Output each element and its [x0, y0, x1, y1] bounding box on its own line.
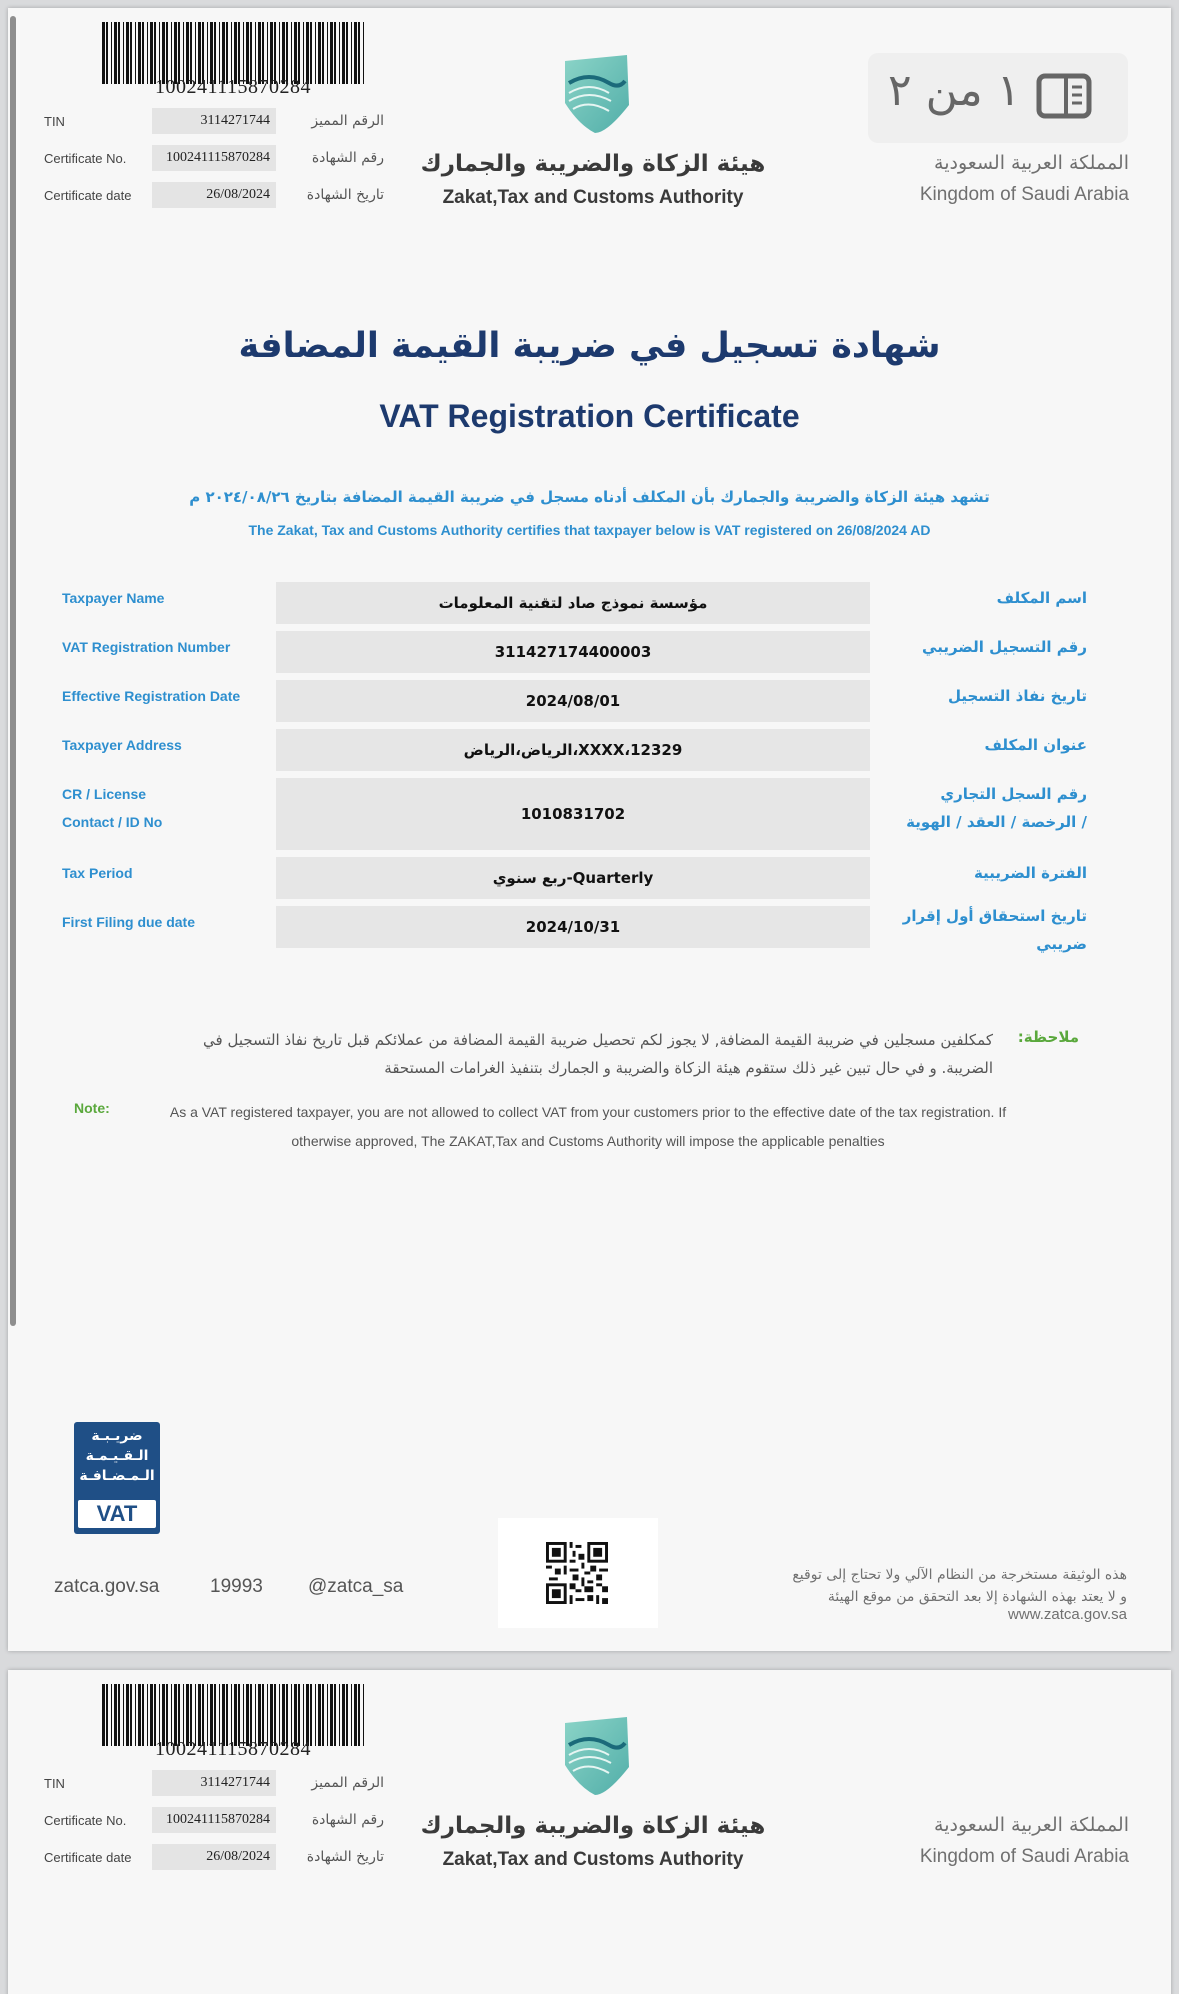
barcode-bar — [195, 1684, 196, 1746]
certificate-date-row — [44, 1844, 384, 1872]
barcode-bar — [250, 1684, 252, 1746]
barcode — [94, 22, 372, 98]
tin-value: 3114271744 — [200, 1775, 270, 1790]
barcode-bar — [190, 1684, 192, 1746]
field-label-ar-line2: ضريبي — [1036, 935, 1087, 953]
barcode-bar — [231, 1684, 232, 1746]
barcode-bar — [238, 22, 240, 84]
field-first-filing-due-date — [8, 906, 1171, 966]
barcode-bar — [334, 22, 336, 84]
zatca-emblem-icon — [559, 53, 633, 135]
barcode-bar — [186, 22, 189, 84]
barcode-bar — [118, 1684, 120, 1746]
certificate-no-label-ar: رقم الشهادة — [311, 150, 384, 166]
zatca-emblem-icon — [559, 1715, 633, 1797]
zatca-logo — [413, 1715, 773, 1885]
reader-mode-icon[interactable] — [1036, 73, 1092, 119]
barcode-bars — [102, 1684, 364, 1746]
barcode-bar — [315, 22, 316, 84]
barcode-bar — [171, 1684, 172, 1746]
barcode-bar — [243, 1684, 244, 1746]
barcode-bar — [346, 22, 348, 84]
barcode-bar — [351, 22, 352, 84]
disclaimer-line2: و لا يعتد بهذه الشهادة إلا بعد التحقق من موقع الهيئة — [827, 1589, 1127, 1605]
barcode-bar — [219, 22, 220, 84]
barcode-number: 100241115870284 — [154, 76, 311, 98]
barcode-bar — [222, 1684, 225, 1746]
barcode-bar — [106, 1684, 108, 1746]
barcode-bar — [202, 1684, 204, 1746]
certificate-no-label: Certificate No. — [44, 1813, 127, 1828]
barcode-bar — [126, 22, 129, 84]
barcode-bar — [111, 1684, 112, 1746]
certificate-date-label-ar: تاريخ الشهادة — [306, 187, 384, 203]
barcode-bar — [310, 22, 312, 84]
barcode-bar — [306, 22, 309, 84]
note-label-en: Note: — [74, 1100, 110, 1116]
barcode-bar — [231, 22, 232, 84]
barcode-bar — [339, 22, 340, 84]
barcode-bar — [246, 22, 249, 84]
barcode-bar — [363, 1684, 364, 1746]
certificate-date-value-box — [152, 1844, 276, 1870]
field-label-ar: رقم التسجيل الضريبي — [922, 638, 1087, 656]
field-value: 311427174400003 — [276, 631, 870, 673]
field-label-ar: اسم المكلف — [996, 589, 1087, 607]
barcode — [94, 1684, 372, 1760]
barcode-bar — [138, 1684, 141, 1746]
field-cr-license — [8, 778, 1171, 850]
certificate-no-value: 100241115870284 — [166, 150, 270, 165]
authority-name-ar: هيئة الزكاة والضريبة والجمارك — [420, 151, 766, 177]
certificate-date-value: 26/08/2024 — [206, 1849, 270, 1864]
barcode-bar — [358, 22, 360, 84]
barcode-bar — [306, 1684, 309, 1746]
barcode-bar — [207, 22, 208, 84]
barcode-bar — [234, 22, 237, 84]
barcode-bar — [111, 22, 112, 84]
barcode-bar — [207, 1684, 208, 1746]
barcode-bar — [159, 22, 160, 84]
barcode-bar — [346, 1684, 348, 1746]
field-value: الرياض،الرياض،XXXX،12329 — [276, 729, 870, 771]
barcode-bar — [219, 1684, 220, 1746]
barcode-bar — [327, 1684, 328, 1746]
barcode-bar — [303, 22, 304, 84]
barcode-bar — [195, 22, 196, 84]
barcode-bar — [291, 1684, 292, 1746]
barcode-bar — [123, 22, 124, 84]
barcode-bar — [135, 1684, 136, 1746]
barcode-bar — [291, 22, 292, 84]
barcode-bar — [174, 22, 177, 84]
barcode-bar — [294, 22, 297, 84]
field-label-en: Taxpayer Name — [62, 590, 165, 606]
barcode-bar — [243, 22, 244, 84]
footer-social[interactable]: @zatca_sa — [308, 1576, 404, 1597]
barcode-bar — [147, 1684, 148, 1746]
barcode-bar — [183, 22, 184, 84]
barcode-bar — [258, 22, 261, 84]
vat-logo-ar — [74, 1426, 160, 1486]
tin-label-ar: الرقم المميز — [311, 1775, 384, 1791]
barcode-bar — [102, 22, 105, 84]
note-text-en: As a VAT registered taxpayer, you are not allowed to collect VAT from your customers prior to the effective date of the tax registration. If otherwise approved, The ZAKAT,Tax and Customs Authority will impose the applicable penalties — [169, 1104, 1007, 1149]
field-label-en: Tax Period — [62, 865, 133, 881]
field-label-ar: الفترة الضريبية — [974, 864, 1087, 882]
barcode-bar — [315, 1684, 316, 1746]
certificate-date-value-box — [152, 182, 276, 208]
barcode-bar — [274, 22, 276, 84]
kingdom-name-ar: المملكة العربية السعودية — [934, 152, 1129, 174]
barcode-bar — [114, 22, 117, 84]
barcode-bar — [159, 1684, 160, 1746]
barcode-bar — [142, 1684, 144, 1746]
barcode-bar — [154, 22, 156, 84]
certificate-date-row — [44, 182, 384, 210]
disclaimer-line1: هذه الوثيقة مستخرجة من النظام الآلي ولا تحتاج إلى توقيع — [792, 1567, 1127, 1583]
barcode-bar — [198, 22, 201, 84]
barcode-bar — [154, 1684, 156, 1746]
barcode-bar — [114, 1684, 117, 1746]
tin-label-ar: الرقم المميز — [311, 113, 384, 129]
barcode-bar — [334, 1684, 336, 1746]
barcode-bar — [138, 22, 141, 84]
barcode-bar — [162, 22, 165, 84]
field-label-en-line1: CR / License — [62, 786, 147, 802]
field-label-en: Taxpayer Address — [62, 737, 182, 753]
barcode-bar — [142, 22, 144, 84]
barcode-bar — [130, 1684, 132, 1746]
barcode-bar — [135, 22, 136, 84]
field-taxpayer-address — [8, 729, 1171, 771]
qr-code — [498, 1518, 658, 1628]
certification-statement-ar: تشهد هيئة الزكاة والضريبة والجمارك بأن المكلف أدناه مسجل في ضريبة القيمة المضافة بتاريخ ٢٠٢٤/٠٨/٢٦ م — [189, 488, 990, 506]
barcode-bars — [102, 22, 364, 84]
barcode-bar — [351, 1684, 352, 1746]
field-taxpayer-name — [8, 582, 1171, 624]
field-label-ar: عنوان المكلف — [984, 736, 1087, 754]
barcode-bar — [102, 1684, 105, 1746]
barcode-bar — [358, 1684, 360, 1746]
zatca-logo — [413, 53, 773, 223]
vat-logo-en: VAT — [78, 1500, 156, 1528]
barcode-bar — [198, 1684, 201, 1746]
field-label-en: Effective Registration Date — [62, 688, 241, 704]
tin-label: TIN — [44, 1776, 65, 1791]
barcode-number: 100241115870284 — [154, 1738, 311, 1760]
certification-statement-en: The Zakat, Tax and Customs Authority certifies that taxpayer below is VAT registered on 26/08/2024 AD — [248, 522, 931, 538]
field-label-en: VAT Registration Number — [62, 639, 231, 655]
note-label-ar: ملاحظة: — [1017, 1028, 1079, 1046]
page-indicator[interactable] — [868, 53, 1128, 143]
field-tax-period — [8, 857, 1171, 899]
certificate-page-1 — [8, 8, 1171, 1651]
tin-value-box — [152, 1770, 276, 1796]
barcode-bar — [234, 1684, 237, 1746]
certificate-page-2 — [8, 1670, 1171, 1994]
barcode-bar — [214, 22, 216, 84]
barcode-bar — [270, 1684, 273, 1746]
barcode-bar — [150, 1684, 153, 1746]
barcode-bar — [318, 22, 321, 84]
field-value: 2024/10/31 — [276, 906, 870, 948]
page-title-en: VAT Registration Certificate — [379, 398, 800, 434]
field-value: ربع سنوي-Quarterly — [276, 857, 870, 899]
barcode-bar — [286, 22, 288, 84]
vat-logo-ar-line2: الـقـيـمـة — [85, 1448, 149, 1464]
barcode-bar — [310, 1684, 312, 1746]
certificate-no-label-ar: رقم الشهادة — [311, 1812, 384, 1828]
barcode-bar — [226, 1684, 228, 1746]
page-title-ar: شهادة تسجيل في ضريبة القيمة المضافة — [238, 326, 941, 366]
barcode-bar — [322, 1684, 324, 1746]
authority-name-ar: هيئة الزكاة والضريبة والجمارك — [420, 1813, 766, 1839]
barcode-bar — [190, 22, 192, 84]
barcode-bar — [174, 1684, 177, 1746]
barcode-bar — [339, 1684, 340, 1746]
barcode-bar — [255, 22, 256, 84]
field-value: مؤسسة نموذج صاد لتقنية المعلومات — [276, 582, 870, 624]
barcode-bar — [262, 1684, 264, 1746]
certificate-no-row — [44, 145, 384, 173]
barcode-bar — [214, 1684, 216, 1746]
kingdom-name-en: Kingdom of Saudi Arabia — [919, 1846, 1129, 1867]
field-value: 2024/08/01 — [276, 680, 870, 722]
barcode-bar — [318, 1684, 321, 1746]
field-vat-registration-number — [8, 631, 1171, 673]
certificate-no-value-box — [152, 1807, 276, 1833]
barcode-bar — [342, 1684, 345, 1746]
barcode-bar — [274, 1684, 276, 1746]
barcode-bar — [363, 22, 364, 84]
vat-logo-ar-line3: الـمـضـافـة — [79, 1468, 155, 1484]
barcode-bar — [250, 22, 252, 84]
barcode-bar — [294, 1684, 297, 1746]
barcode-bar — [354, 22, 357, 84]
barcode-bar — [279, 22, 280, 84]
tin-label: TIN — [44, 114, 65, 129]
barcode-bar — [162, 1684, 165, 1746]
barcode-bar — [178, 22, 180, 84]
authority-name-en: Zakat,Tax and Customs Authority — [442, 1849, 744, 1870]
footer-website[interactable]: zatca.gov.sa — [54, 1576, 160, 1597]
barcode-bar — [322, 22, 324, 84]
barcode-bar — [354, 1684, 357, 1746]
barcode-bar — [130, 22, 132, 84]
tin-value: 3114271744 — [200, 113, 270, 128]
barcode-bar — [123, 1684, 124, 1746]
barcode-bar — [147, 22, 148, 84]
certificate-no-row — [44, 1807, 384, 1835]
certificate-no-value-box — [152, 145, 276, 171]
field-value: 1010831702 — [276, 778, 870, 850]
barcode-bar — [298, 22, 300, 84]
barcode-bar — [126, 1684, 129, 1746]
barcode-bar — [286, 1684, 288, 1746]
tin-row — [44, 108, 384, 136]
certificate-no-value: 100241115870284 — [166, 1812, 270, 1827]
barcode-bar — [303, 1684, 304, 1746]
barcode-bar — [270, 22, 273, 84]
certificate-date-label: Certificate date — [44, 188, 132, 203]
tin-row — [44, 1770, 384, 1798]
field-label-ar-line2: / الرخصة / العقد / الهوية — [906, 813, 1087, 831]
barcode-bar — [118, 22, 120, 84]
vat-logo — [74, 1422, 160, 1534]
barcode-bar — [279, 1684, 280, 1746]
disclaimer-url[interactable]: www.zatca.gov.sa — [1008, 1606, 1127, 1623]
barcode-bar — [282, 22, 285, 84]
barcode-bar — [330, 22, 333, 84]
note-text-ar: كمكلفين مسجلين في ضريبة القيمة المضافة, لا يجوز لكم تحصيل ضريبة القيمة المضافة من عملائكم قبل تاريخ نفاذ التسجيل في الضريبة. و في حال تبين غير ذلك ستقوم هيئة الزكاة والضريبة و الجمارك بتنفيذ الغرامات المستحقة — [203, 1031, 993, 1077]
barcode-bar — [267, 1684, 268, 1746]
barcode-bar — [186, 1684, 189, 1746]
barcode-bar — [267, 22, 268, 84]
field-effective-registration-date — [8, 680, 1171, 722]
barcode-bar — [246, 1684, 249, 1746]
barcode-bar — [255, 1684, 256, 1746]
certificate-date-value: 26/08/2024 — [206, 187, 270, 202]
barcode-bar — [226, 22, 228, 84]
authority-name-en: Zakat,Tax and Customs Authority — [442, 187, 744, 208]
barcode-bar — [166, 22, 168, 84]
field-label-en-line2: Contact / ID No — [62, 814, 163, 830]
qr-code-icon — [546, 1542, 608, 1604]
kingdom-name-ar: المملكة العربية السعودية — [934, 1814, 1129, 1836]
barcode-bar — [202, 22, 204, 84]
barcode-bar — [330, 1684, 333, 1746]
barcode-bar — [178, 1684, 180, 1746]
field-label-en: First Filing due date — [62, 914, 196, 930]
kingdom-name-en: Kingdom of Saudi Arabia — [919, 184, 1129, 205]
footer-phone[interactable]: 19993 — [210, 1576, 263, 1597]
vat-logo-ar-line1: ضريـبـة — [91, 1428, 143, 1444]
barcode-bar — [342, 22, 345, 84]
certificate-date-label-ar: تاريخ الشهادة — [306, 1849, 384, 1865]
barcode-bar — [106, 22, 108, 84]
barcode-bar — [222, 22, 225, 84]
barcode-bar — [258, 1684, 261, 1746]
certificate-no-label: Certificate No. — [44, 151, 127, 166]
barcode-bar — [262, 22, 264, 84]
barcode-bar — [282, 1684, 285, 1746]
barcode-bar — [171, 22, 172, 84]
tin-value-box — [152, 108, 276, 134]
barcode-bar — [150, 22, 153, 84]
barcode-bar — [238, 1684, 240, 1746]
footer-disclaimer — [707, 1564, 1127, 1608]
barcode-bar — [183, 1684, 184, 1746]
barcode-bar — [327, 22, 328, 84]
field-label-ar-line1: رقم السجل التجاري — [940, 785, 1087, 803]
barcode-bar — [298, 1684, 300, 1746]
field-label-ar-line1: تاريخ استحقاق أول إقرار — [902, 907, 1087, 925]
barcode-bar — [210, 1684, 213, 1746]
page-count: ١ من ٢ — [888, 65, 1021, 116]
barcode-bar — [210, 22, 213, 84]
field-label-ar: تاريخ نفاذ التسجيل — [947, 687, 1087, 705]
barcode-bar — [166, 1684, 168, 1746]
certificate-date-label: Certificate date — [44, 1850, 132, 1865]
